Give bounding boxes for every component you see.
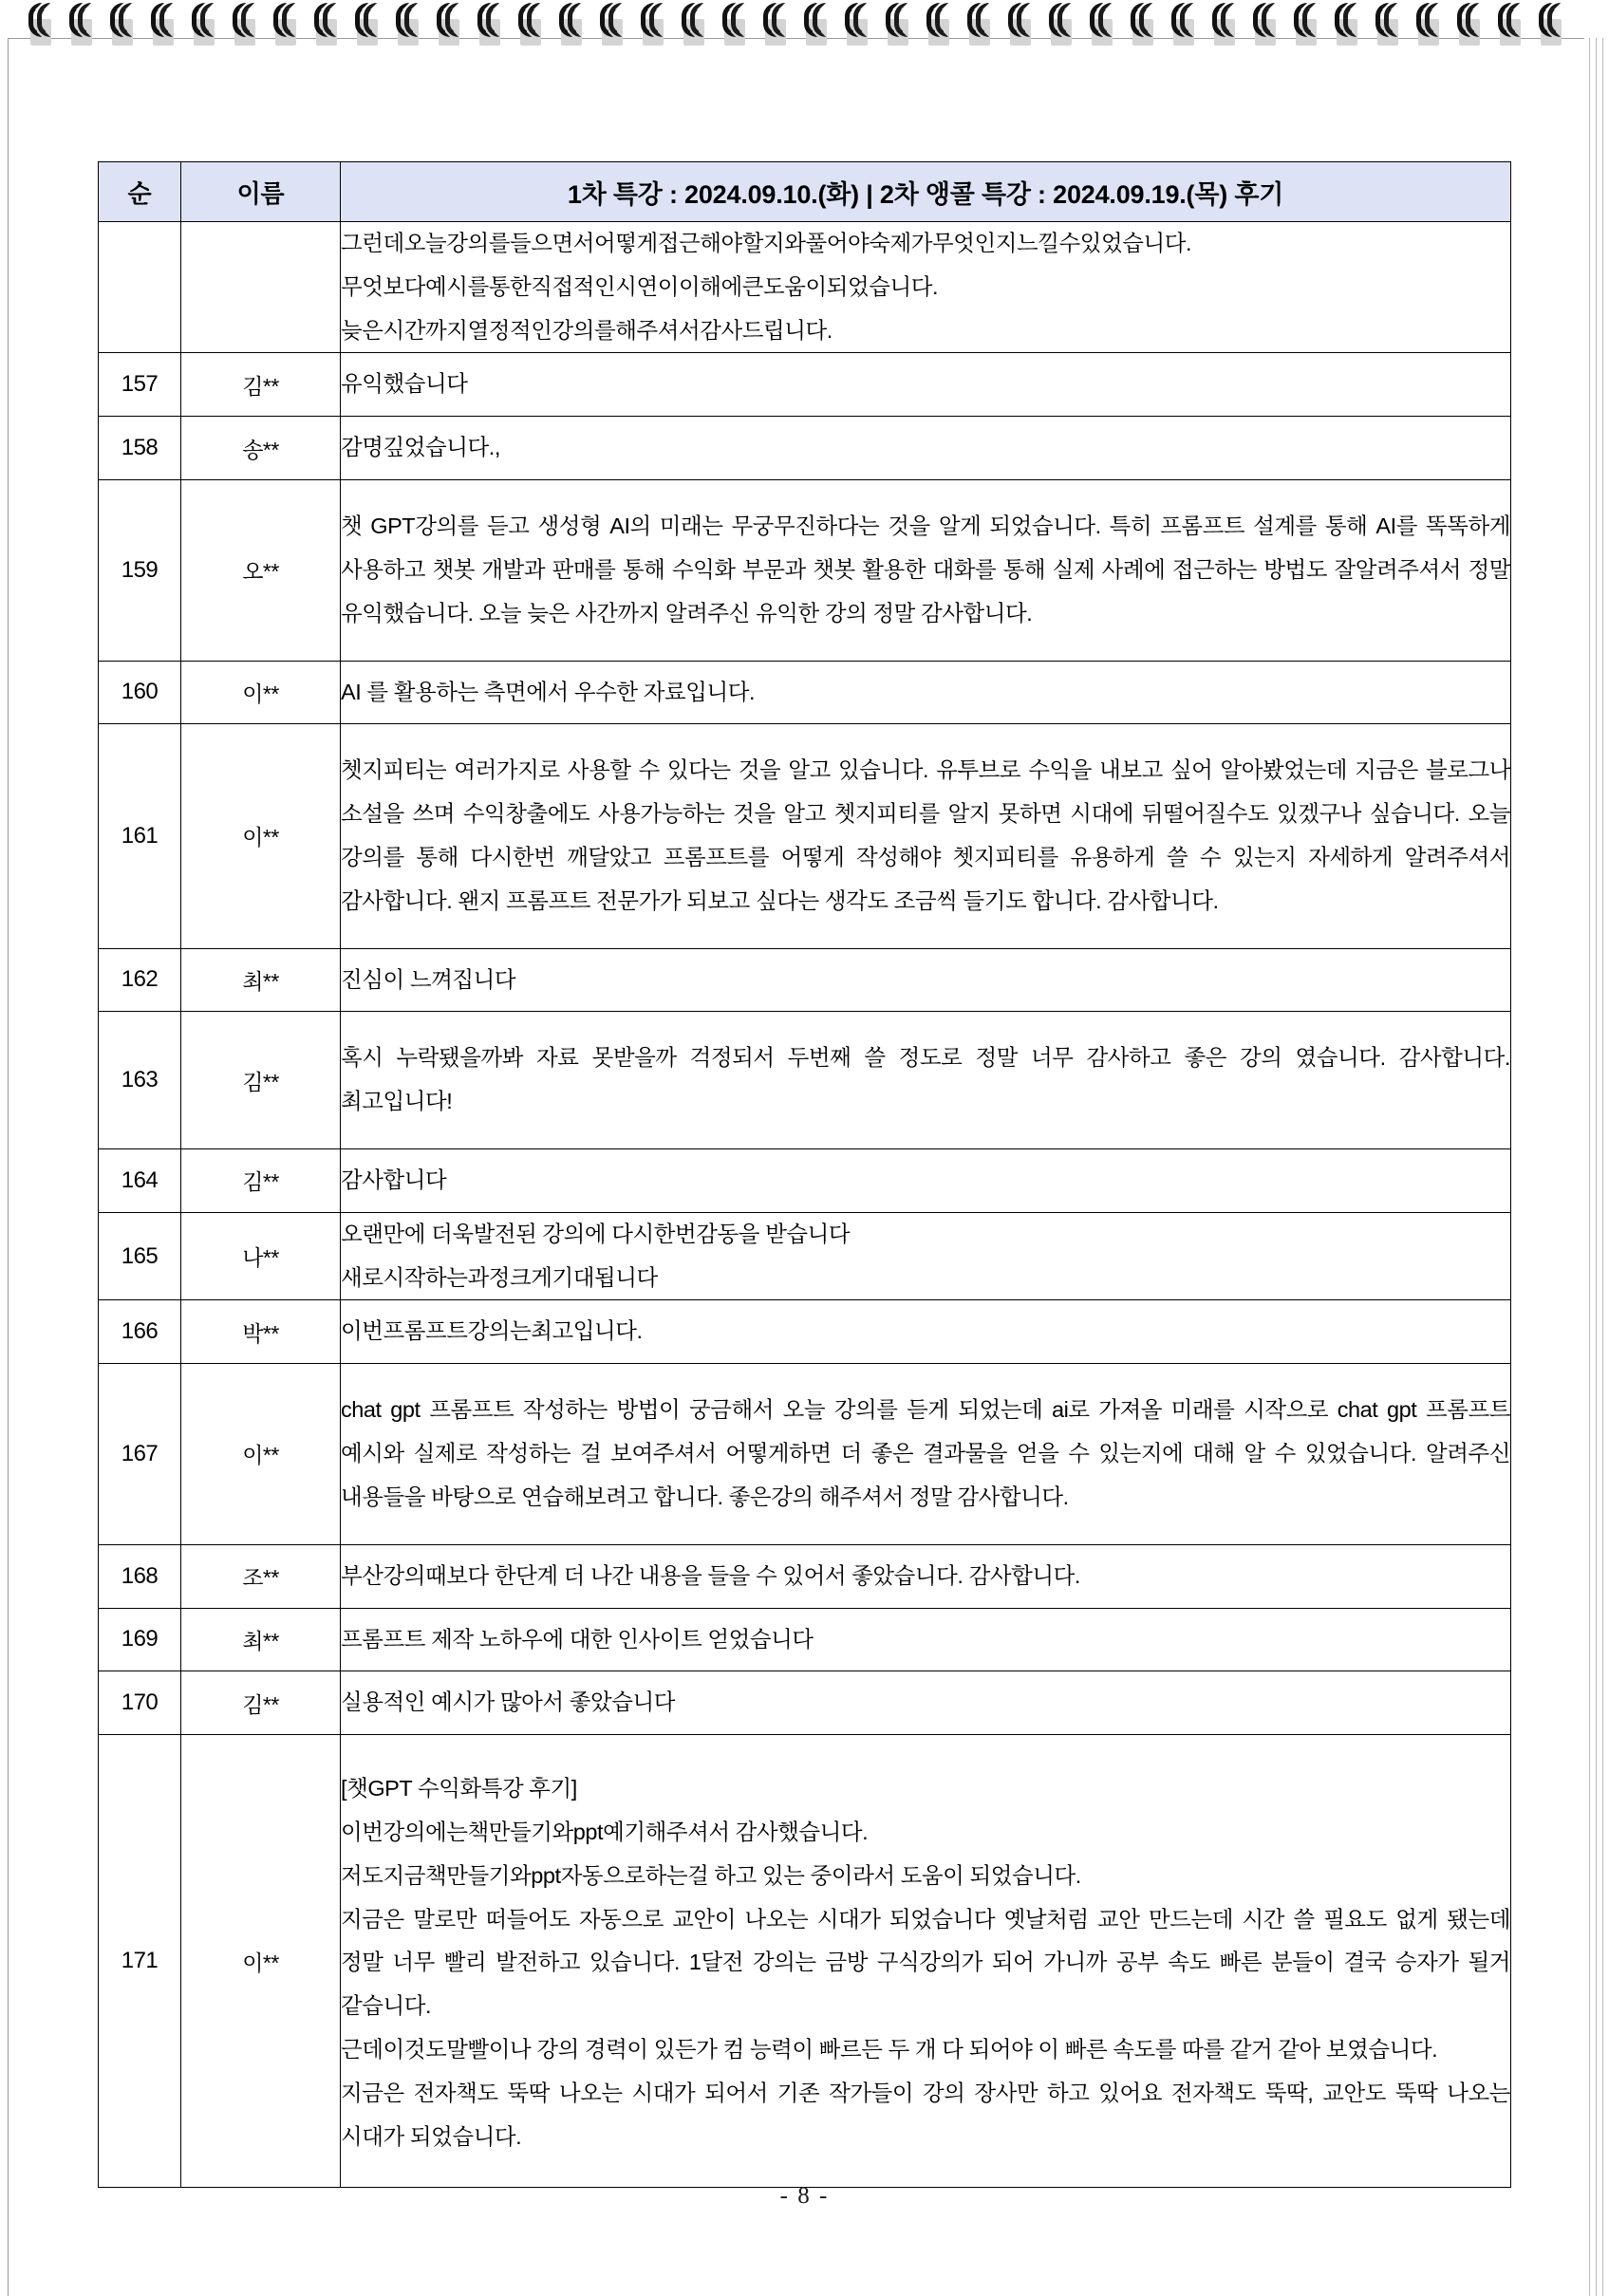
review-line: 혹시 누락됐을까봐 자료 못받을까 걱정되서 두번째 쓸 정도로 정말 너무 감사하고 좋은 강의 였습니다. 감사합니다. 최고입니다! — [341, 1045, 1510, 1114]
cell-review-text — [341, 1300, 1511, 1364]
cell-name: 이** — [181, 1364, 341, 1544]
review-line: 무엇보다예시를통한직접적인시연이이해에큰도움이되었습니다. — [341, 273, 939, 299]
cell-review-text — [341, 1364, 1511, 1544]
table-row — [99, 948, 1511, 1012]
cell-no: 163 — [99, 1012, 181, 1149]
table-row — [99, 1364, 1511, 1544]
cell-no: 165 — [99, 1212, 181, 1300]
review-line: 지금은 전자책도 뚝딱 나오는 시대가 되어서 기존 작가들이 강의 장사만 하고 있어요 전자책도 뚝딱, 교안도 뚝딱 나오는 시대가 되었습니다. — [341, 2080, 1510, 2149]
cell-review-text — [341, 1544, 1511, 1608]
review-line: 챗 GPT강의를 듣고 생성형 AI의 미래는 무궁무진하다는 것을 알게 되었습니다. 특히 프롬프트 설계를 통해 AI를 똑똑하게 사용하고 챗봇 개발과 판매를 통해 수익화 부문과 챗봇 활용한 대화를 통해 실제 사례에 접근하는 방법도 잘알려주셔서 정말 유익했습니다. 오늘 늦은 사간까지 알려주신 유익한 강의 정말 감사합니다. — [341, 513, 1510, 625]
review-line: 부산강의때보다 한단계 더 나간 내용을 들을 수 있어서 좋았습니다. 감사합니다. — [341, 1562, 1080, 1588]
review-line: 진심이 느껴집니다 — [341, 966, 516, 992]
cell-review-text — [341, 1671, 1511, 1735]
review-line: 유익했습니다 — [341, 371, 468, 397]
review-line: 그런데오늘강의를들으면서어떻게접근해야할지와풀어야숙제가무엇인지느낄수있었습니다. — [341, 231, 1192, 255]
cell-no: 160 — [99, 661, 181, 724]
cell-no: 164 — [99, 1149, 181, 1213]
cell-no: 162 — [99, 948, 181, 1012]
cell-no: 168 — [99, 1544, 181, 1608]
cell-name: 조** — [181, 1544, 341, 1608]
cell-name: 이** — [181, 661, 341, 724]
cell-no: 167 — [99, 1364, 181, 1544]
review-line: 감사합니다 — [341, 1167, 447, 1192]
review-line: chat gpt 프롬프트 작성하는 방법이 궁금해서 오늘 강의를 듣게 되었는데 ai로 가져올 미래를 시작으로 chat gpt 프롬프트 예시와 실제로 작성하는 걸 보여주셔서 어떻게하면 더 좋은 결과물을 얻을 수 있는지에 대해 알 수 있었습니다. 알려주신 내용들을 바탕으로 연습해보려고 합니다. 좋은강의 해주셔서 정말 감사합니다. — [341, 1397, 1510, 1509]
review-line: 근데이것도말빨이나 강의 경력이 있든가 컴 능력이 빠르든 두 개 다 되어야 이 빠른 속도를 따를 같거 같아 보였습니다. — [341, 2037, 1438, 2062]
cell-name: 나** — [181, 1212, 341, 1300]
review-line: 실용적인 예시가 많아서 좋았습니다 — [341, 1689, 676, 1715]
review-line: 이번프롬프트강의는최고입니다. — [341, 1318, 643, 1344]
table-header-row — [99, 162, 1511, 222]
cell-review-text — [341, 1735, 1511, 2188]
course-review-table — [98, 161, 1511, 2188]
table-row — [99, 1735, 1511, 2188]
cell-review-text — [341, 222, 1511, 353]
cell-name: 최** — [181, 948, 341, 1012]
cell-no: 158 — [99, 417, 181, 480]
table-row — [99, 1671, 1511, 1735]
cell-no: 161 — [99, 724, 181, 948]
review-line: 감명깊었습니다., — [341, 435, 500, 460]
cell-name: 송** — [181, 417, 341, 480]
table-row — [99, 1544, 1511, 1608]
review-line: 새로시작하는과정크게기대됩니다 — [341, 1264, 658, 1290]
cell-name: 이** — [181, 724, 341, 948]
page-number: - 8 - — [779, 2183, 830, 2209]
table-row — [99, 661, 1511, 724]
cell-review-text — [341, 1149, 1511, 1213]
cell-no — [99, 222, 181, 353]
cell-name: 최** — [181, 1608, 341, 1671]
review-line: 지금은 말로만 떠들어도 자동으로 교안이 나오는 시대가 되었습니다 옛날처럼 교안 만드는데 시간 쓸 필요도 없게 됐는데 정말 너무 빨리 발전하고 있습니다. 1달전 강의는 금방 구식강의가 되어 가니까 공부 속도 빠른 분들이 결국 승자가 될거 같습니다. — [341, 1906, 1510, 2019]
table-row — [99, 222, 1511, 353]
cell-name: 이** — [181, 1735, 341, 2188]
table-row — [99, 480, 1511, 661]
cell-review-text — [341, 1608, 1511, 1671]
cell-name — [181, 222, 341, 353]
cell-name: 김** — [181, 1149, 341, 1213]
review-line: 쳇지피티는 여러가지로 사용할 수 있다는 것을 알고 있습니다. 유투브로 수익을 내보고 싶어 알아봤었는데 지금은 블로그나 소설을 쓰며 수익창출에도 사용가능하는 것을 알고 쳇지피티를 알지 못하면 시대에 뒤떨어질수도 있겠구나 싶습니다. 오늘 강의를 통해 다시한번 깨달았고 프롬프트를 어떻게 작성해야 쳇지피티를 유용하게 쓸 수 있는지 자세하게 알려주셔서 감사합니다. 왠지 프롬프트 전문가가 되보고 싶다는 생각도 조금씩 들기도 합니다. 감사합니다. — [341, 757, 1510, 913]
review-line: 늦은시간까지열정적인강의를해주셔서감사드립니다. — [341, 317, 833, 343]
cell-no: 157 — [99, 353, 181, 417]
cell-review-text — [341, 948, 1511, 1012]
cell-no: 170 — [99, 1671, 181, 1735]
table-row — [99, 353, 1511, 417]
column-header-no: 순 — [99, 162, 181, 222]
review-line: 프롬프트 제작 노하우에 대한 인사이트 얻었습니다 — [341, 1626, 814, 1652]
table-row — [99, 1012, 1511, 1149]
review-line: 이번강의에는책만들기와ppt예기해주셔서 감사했습니다. — [341, 1819, 869, 1844]
cell-name: 김** — [181, 353, 341, 417]
cell-name: 김** — [181, 1671, 341, 1735]
cell-review-text — [341, 1212, 1511, 1300]
table-row — [99, 724, 1511, 948]
cell-review-text — [341, 661, 1511, 724]
cell-review-text — [341, 1012, 1511, 1149]
review-line: 오랜만에 더욱발전된 강의에 다시한번감동을 받습니다 — [341, 1221, 851, 1246]
table-row — [99, 1212, 1511, 1300]
cell-review-text — [341, 480, 1511, 661]
table-row — [99, 1608, 1511, 1671]
cell-no: 159 — [99, 480, 181, 661]
cell-review-text — [341, 724, 1511, 948]
column-header-review: 1차 특강 : 2024.09.10.(화) | 2차 앵콜 특강 : 2024.09.19.(목) 후기 — [341, 162, 1511, 222]
review-line: [챗GPT 수익화특강 후기] — [341, 1776, 577, 1801]
cell-name: 오** — [181, 480, 341, 661]
column-header-name: 이름 — [181, 162, 341, 222]
table-header — [99, 162, 1511, 222]
table-row — [99, 1149, 1511, 1213]
cell-name: 박** — [181, 1300, 341, 1364]
table-body — [99, 222, 1511, 2188]
cell-name: 김** — [181, 1012, 341, 1149]
table-row — [99, 1300, 1511, 1364]
review-line: 저도지금책만들기와ppt자동으로하는걸 하고 있는 중이라서 도움이 되었습니다. — [341, 1862, 1081, 1888]
review-line: AI 를 활용하는 측면에서 우수한 자료입니다. — [341, 679, 756, 704]
cell-review-text — [341, 417, 1511, 480]
table-row — [99, 417, 1511, 480]
cell-no: 166 — [99, 1300, 181, 1364]
cell-no: 171 — [99, 1735, 181, 2188]
cell-no: 169 — [99, 1608, 181, 1671]
cell-review-text — [341, 353, 1511, 417]
